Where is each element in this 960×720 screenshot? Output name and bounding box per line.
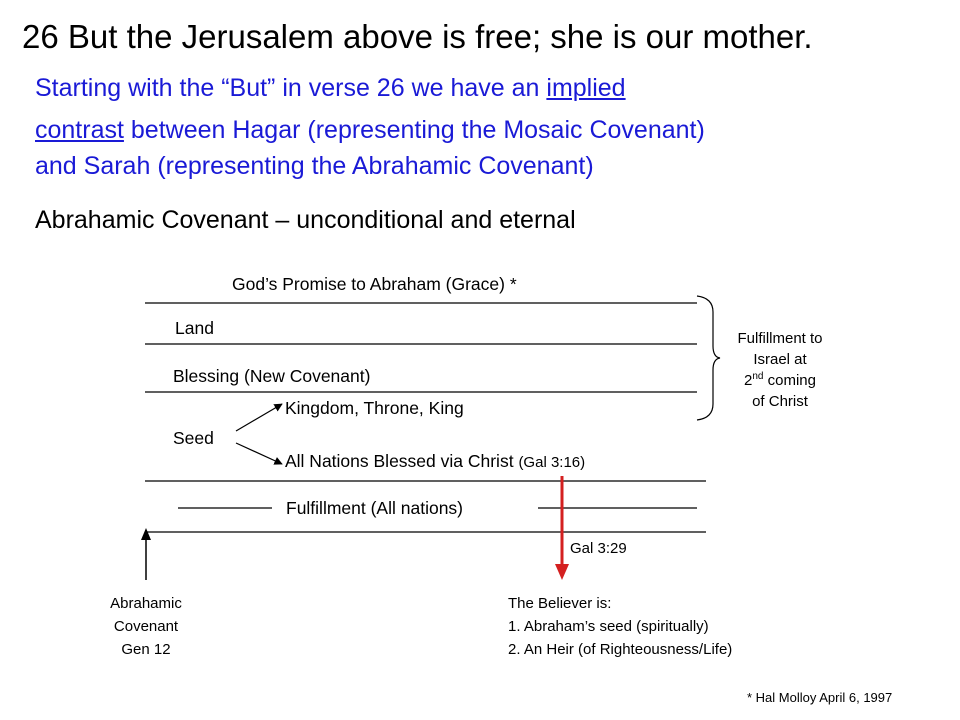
gal-reference: Gal 3:29: [570, 540, 627, 557]
israel-note-line: [710, 370, 850, 391]
israel-note-line: of Christ: [752, 393, 808, 410]
believer-item: 2. An Heir (of Righteousness/Life): [508, 641, 733, 658]
israel-note-line: Fulfillment to: [737, 330, 823, 347]
subheading: Abrahamic Covenant – unconditional and eternal: [35, 206, 576, 234]
row-land: Land: [175, 318, 214, 338]
ordinal-number: 2: [744, 372, 753, 389]
intro-underlined-word: contrast: [35, 116, 124, 144]
covenant-label-line: Covenant: [113, 618, 179, 635]
intro-text: between Hagar (representing the Mosaic Covenant): [123, 116, 705, 144]
row-nations: [285, 451, 585, 472]
row-blessing: Blessing (New Covenant): [173, 366, 371, 386]
footnote: * Hal Molloy April 6, 1997: [747, 690, 893, 705]
nations-reference: (Gal 3:16): [518, 454, 586, 471]
believer-heading: The Believer is:: [508, 595, 612, 612]
believer-red-arrowhead: [555, 564, 569, 580]
ordinal-suffix: nd: [752, 371, 764, 382]
coming-text: coming: [763, 372, 816, 389]
believer-box: [508, 592, 732, 661]
row-kingdom: Kingdom, Throne, King: [285, 398, 464, 418]
israel-note: [710, 328, 850, 412]
intro-line-3: and Sarah (representing the Abrahamic Covenant): [35, 152, 594, 180]
believer-item: 1. Abraham’s seed (spiritually): [508, 618, 709, 635]
diagram-heading: God’s Promise to Abraham (Grace) *: [232, 274, 517, 294]
seed-arrow-kingdom: [236, 404, 282, 431]
page-title: 26 But the Jerusalem above is free; she is our mother.: [22, 18, 813, 55]
covenant-label: [86, 592, 206, 661]
covenant-up-arrowhead: [141, 528, 151, 540]
covenant-label-line: Gen 12: [121, 641, 171, 658]
israel-note-line: Israel at: [753, 351, 807, 368]
covenant-label-line: Abrahamic: [110, 595, 182, 612]
row-seed: Seed: [173, 428, 214, 448]
nations-text: All Nations Blessed via Christ: [285, 451, 514, 471]
seed-arrow-nations: [236, 443, 282, 464]
intro-underlined-word: implied: [546, 74, 626, 102]
row-fulfillment: Fulfillment (All nations): [286, 498, 463, 518]
intro-text: Starting with the “But” in verse 26 we have an: [35, 74, 547, 102]
